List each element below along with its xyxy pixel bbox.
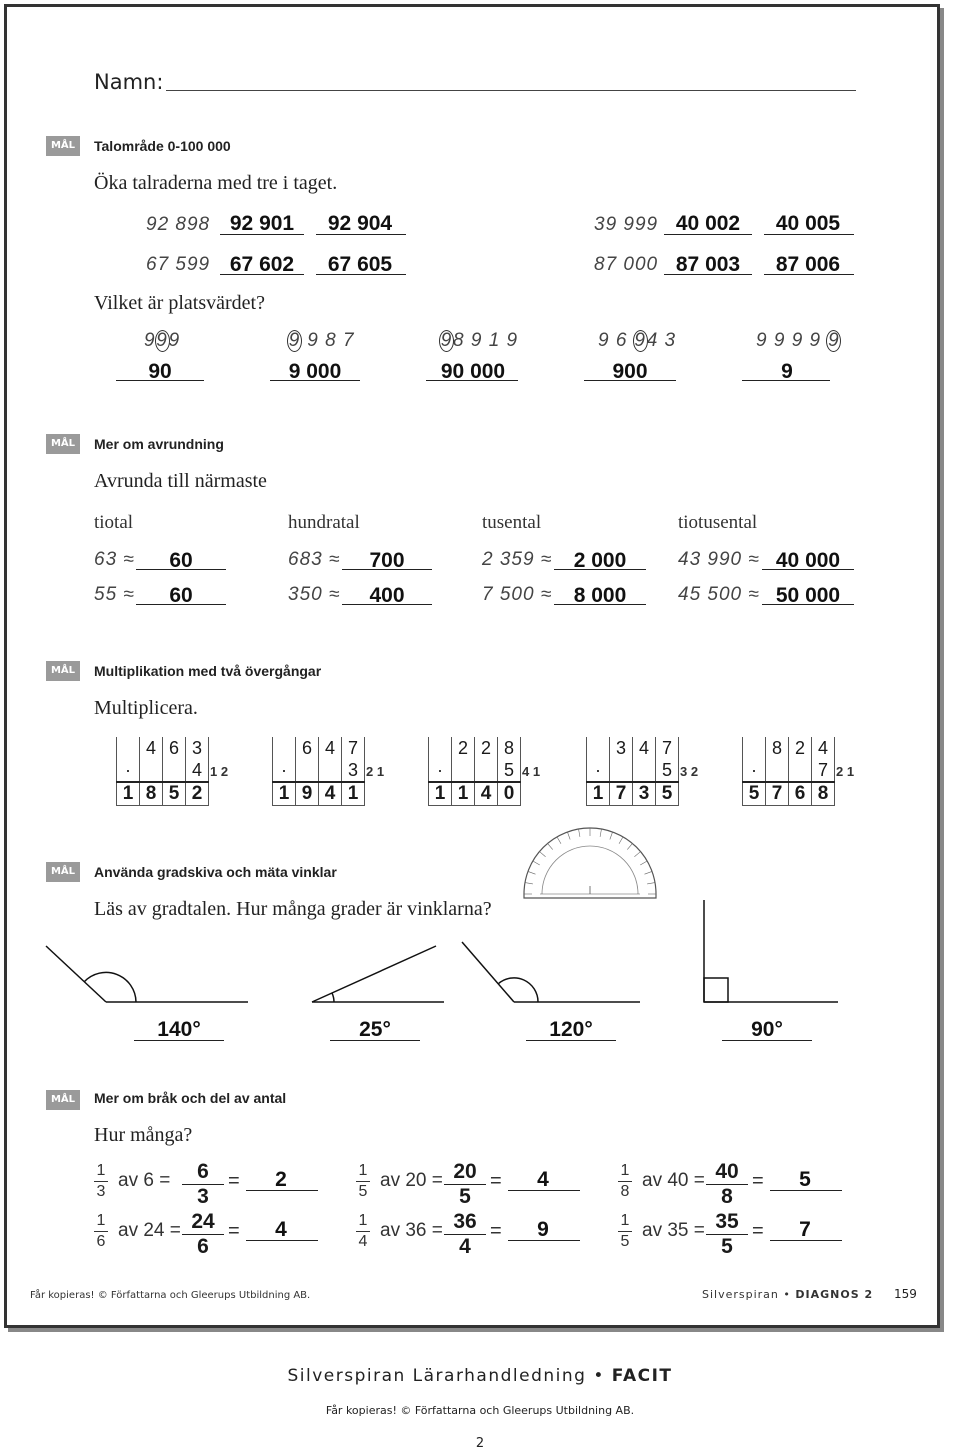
factor-digit: 4 <box>140 737 163 759</box>
answer-line <box>330 1040 420 1041</box>
result-digit: 8 <box>140 782 163 806</box>
multiplication-grid <box>742 737 835 806</box>
goal-title: Talområde 0-100 000 <box>94 138 231 154</box>
factor-digit <box>296 759 319 782</box>
multiplication-grid <box>272 737 365 806</box>
carry-digits: 2 1 <box>836 764 855 779</box>
carry-digits: 1 2 <box>210 764 229 779</box>
result-digit: 3 <box>633 782 656 806</box>
fraction-answer: 4 <box>275 1218 287 1241</box>
place-value-number: 9 9 9 9 9 <box>756 330 840 351</box>
answer-denominator: 4 <box>459 1235 471 1258</box>
result-digit: 1 <box>117 782 140 806</box>
answer-line <box>220 234 304 235</box>
instruction: Avrunda till närmaste <box>94 470 267 492</box>
result-digit: 8 <box>812 782 835 806</box>
factor-digit: 3 <box>186 737 209 759</box>
factor-digit: · <box>273 759 296 782</box>
equals-sign: = <box>490 1220 502 1242</box>
factor-digit <box>429 737 452 759</box>
answer-numerator: 35 <box>715 1210 739 1233</box>
sequence-start: 87 000 <box>594 254 659 275</box>
sequence-answer: 87 006 <box>775 253 841 276</box>
fraction-denominator: 4 <box>358 1233 368 1250</box>
result-digit: 7 <box>766 782 789 806</box>
name-label: Namn: <box>94 70 164 94</box>
answer-denominator: 3 <box>197 1185 209 1208</box>
factor-digit: 8 <box>766 737 789 759</box>
answer-line <box>526 1040 616 1041</box>
factor-digit <box>140 759 163 782</box>
answer-line <box>722 1040 812 1041</box>
factor-digit: 4 <box>319 737 342 759</box>
answer-denominator: 6 <box>197 1235 209 1258</box>
answer-denominator: 8 <box>721 1185 733 1208</box>
answer-line <box>664 234 752 235</box>
bottom-copyright: Får kopieras! © Författarna och Gleerups Utbildning AB. <box>325 1404 635 1417</box>
round-question: 7 500 ≈ <box>482 584 553 605</box>
factor-digit: · <box>429 759 452 782</box>
fraction-bar <box>94 1231 108 1232</box>
instruction: Multiplicera. <box>94 697 198 719</box>
goal-title: Mer om bråk och del av antal <box>94 1090 287 1106</box>
goal-badge: MÅL <box>46 434 80 454</box>
answer-line <box>664 274 752 275</box>
fraction-text: av 20 = <box>380 1170 443 1191</box>
round-answer: 50 000 <box>775 584 841 607</box>
sequence-start: 67 599 <box>146 254 211 275</box>
sequence-answer: 67 602 <box>229 253 295 276</box>
fraction-bar <box>618 1181 632 1182</box>
sequence-answer: 87 003 <box>675 253 741 276</box>
sequence-answer: 92 901 <box>229 212 295 235</box>
angle-120 <box>462 942 640 1002</box>
fraction-text: av 6 = <box>118 1170 171 1191</box>
round-question: 43 990 ≈ <box>678 549 760 570</box>
round-answer: 8 000 <box>573 584 627 607</box>
fraction-answer: 9 <box>537 1218 549 1241</box>
answer-line <box>426 380 518 381</box>
angle-25 <box>312 946 444 1002</box>
answer-line <box>116 380 204 381</box>
fraction-denominator: 5 <box>358 1183 368 1200</box>
fraction-answer: 2 <box>275 1168 287 1191</box>
factor-digit <box>789 759 812 782</box>
instruction: Hur många? <box>94 1124 193 1146</box>
answer-line <box>270 380 360 381</box>
answer-line <box>246 1190 318 1191</box>
sequence-answer: 40 002 <box>675 212 741 235</box>
angle-answer: 90° <box>751 1018 783 1041</box>
factor-digit <box>319 759 342 782</box>
goal-title: Mer om avrundning <box>94 436 224 452</box>
answer-numerator: 20 <box>453 1160 477 1183</box>
series-footer: Silverspiran • DIAGNOS 2 <box>702 1288 874 1301</box>
fraction-numerator: 1 <box>96 1212 106 1229</box>
fraction-answer: 7 <box>799 1218 811 1241</box>
factor-digit: 7 <box>656 737 679 759</box>
angle-figures <box>0 900 960 1010</box>
equals-sign: = <box>752 1170 764 1192</box>
unit-fraction <box>618 1212 632 1251</box>
place-value-number: 9 9 8 7 <box>288 330 355 351</box>
answer-fraction <box>444 1210 486 1259</box>
answer-line <box>342 604 432 605</box>
fraction-text: av 36 = <box>380 1220 443 1241</box>
factor-digit <box>633 759 656 782</box>
factor-digit <box>587 737 610 759</box>
answer-denominator: 5 <box>459 1185 471 1208</box>
answer-line <box>134 1040 224 1041</box>
answer-numerator: 40 <box>715 1160 739 1183</box>
fraction-answer: 5 <box>799 1168 811 1191</box>
answer-fraction <box>706 1210 748 1259</box>
unit-fraction <box>356 1212 370 1251</box>
fraction-text: av 24 = <box>118 1220 181 1241</box>
round-answer: 60 <box>169 549 193 572</box>
factor-digit: 2 <box>452 737 475 759</box>
round-question: 45 500 ≈ <box>678 584 760 605</box>
answer-line <box>762 604 854 605</box>
column-heading: tiotal <box>94 512 134 533</box>
result-digit: 1 <box>587 782 610 806</box>
sequence-start: 92 898 <box>146 214 211 235</box>
goal-title: Multiplikation med två övergångar <box>94 663 322 679</box>
round-answer: 700 <box>369 549 405 572</box>
round-answer: 60 <box>169 584 193 607</box>
factor-digit: 6 <box>296 737 319 759</box>
answer-line <box>770 1190 842 1191</box>
protractor-image <box>520 824 660 900</box>
factor-digit: 8 <box>498 737 521 759</box>
carry-digits: 4 1 <box>522 764 541 779</box>
result-digit: 1 <box>273 782 296 806</box>
round-question: 63 ≈ <box>94 549 135 570</box>
answer-line <box>316 234 406 235</box>
equals-sign: = <box>228 1170 240 1192</box>
angle-90 <box>704 900 838 1002</box>
factor-digit <box>117 737 140 759</box>
goal-badge: MÅL <box>46 862 80 882</box>
goal-badge: MÅL <box>46 136 80 156</box>
answer-fraction <box>706 1160 748 1209</box>
page-number: 159 <box>894 1287 917 1301</box>
sequence-start: 39 999 <box>594 214 659 235</box>
bottom-page-number: 2 <box>475 1436 485 1451</box>
result-digit: 4 <box>319 782 342 806</box>
fraction-denominator: 3 <box>96 1183 106 1200</box>
answer-fraction <box>182 1210 224 1259</box>
result-digit: 2 <box>186 782 209 806</box>
factor-digit <box>475 759 498 782</box>
fraction-denominator: 8 <box>620 1183 630 1200</box>
result-digit: 5 <box>163 782 186 806</box>
factor-digit: 7 <box>812 759 835 782</box>
angle-answer: 140° <box>157 1018 201 1041</box>
answer-line <box>742 380 830 381</box>
fraction-numerator: 1 <box>358 1162 368 1179</box>
factor-digit <box>610 759 633 782</box>
fraction-bar <box>356 1181 370 1182</box>
place-value-number: 9 6 94 3 <box>598 330 677 351</box>
answer-line <box>220 274 304 275</box>
equals-sign: = <box>490 1170 502 1192</box>
fraction-numerator: 1 <box>358 1212 368 1229</box>
factor-digit: · <box>743 759 766 782</box>
answer-line <box>770 1240 842 1241</box>
sequence-answer: 67 605 <box>327 253 393 276</box>
name-line <box>166 90 856 91</box>
answer-line <box>764 234 854 235</box>
result-digit: 5 <box>656 782 679 806</box>
place-value-answer: 90 <box>148 360 172 383</box>
round-answer: 2 000 <box>573 549 627 572</box>
answer-fraction <box>182 1160 224 1209</box>
result-digit: 5 <box>743 782 766 806</box>
unit-fraction <box>356 1162 370 1201</box>
factor-digit: 3 <box>610 737 633 759</box>
result-digit: 6 <box>789 782 812 806</box>
result-digit: 4 <box>475 782 498 806</box>
answer-line <box>342 569 432 570</box>
place-value-number: 98 9 1 9 <box>440 330 519 351</box>
answer-line <box>764 274 854 275</box>
column-heading: tusental <box>482 512 542 533</box>
answer-line <box>508 1240 580 1241</box>
place-value-number: 999 <box>144 330 181 351</box>
factor-digit: 5 <box>498 759 521 782</box>
answer-line <box>554 569 646 570</box>
fraction-bar <box>618 1231 632 1232</box>
factor-digit <box>452 759 475 782</box>
equals-sign: = <box>752 1220 764 1242</box>
unit-fraction <box>618 1162 632 1201</box>
place-value-answer: 90 000 <box>440 360 506 383</box>
fraction-numerator: 1 <box>96 1162 106 1179</box>
place-value-answer: 9 <box>781 360 793 383</box>
angle-answer: 120° <box>549 1018 593 1041</box>
multiplication-grid <box>428 737 521 806</box>
answer-line <box>508 1190 580 1191</box>
answer-line <box>762 569 854 570</box>
carry-digits: 3 2 <box>680 764 699 779</box>
answer-line <box>554 604 646 605</box>
round-answer: 40 000 <box>775 549 841 572</box>
fraction-text: av 40 = <box>642 1170 705 1191</box>
answer-line <box>584 380 676 381</box>
factor-digit: 4 <box>186 759 209 782</box>
answer-line <box>316 274 406 275</box>
round-question: 55 ≈ <box>94 584 135 605</box>
fraction-numerator: 1 <box>620 1162 630 1179</box>
copyright-notice: Får kopieras! © Författarna och Gleerups Utbildning AB. <box>30 1290 311 1301</box>
answer-fraction <box>444 1160 486 1209</box>
round-question: 350 ≈ <box>288 584 341 605</box>
unit-fraction <box>94 1212 108 1251</box>
place-value-question: Vilket är platsvärdet? <box>94 292 265 314</box>
fraction-numerator: 1 <box>620 1212 630 1229</box>
sequence-answer: 92 904 <box>327 212 393 235</box>
result-digit: 0 <box>498 782 521 806</box>
factor-digit: 4 <box>812 737 835 759</box>
result-digit: 1 <box>342 782 365 806</box>
answer-line <box>246 1240 318 1241</box>
answer-numerator: 24 <box>191 1210 215 1233</box>
round-answer: 400 <box>369 584 405 607</box>
sequence-answer: 40 005 <box>775 212 841 235</box>
carry-digits: 2 1 <box>366 764 385 779</box>
column-heading: tiotusental <box>678 512 758 533</box>
place-value-answer: 900 <box>612 360 648 383</box>
place-value-answer: 9 000 <box>288 360 342 383</box>
factor-digit <box>273 737 296 759</box>
answer-denominator: 5 <box>721 1235 733 1258</box>
answer-line <box>136 569 226 570</box>
factor-digit <box>743 737 766 759</box>
equals-sign: = <box>228 1220 240 1242</box>
fraction-text: av 35 = <box>642 1220 705 1241</box>
instruction: Läs av gradtalen. Hur många grader är vinklarna? <box>94 898 492 920</box>
unit-fraction <box>94 1162 108 1201</box>
book-title: Silverspiran Lärarhandledning • FACIT <box>287 1366 673 1386</box>
result-digit: 1 <box>452 782 475 806</box>
factor-digit: · <box>587 759 610 782</box>
fraction-answer: 4 <box>537 1168 549 1191</box>
fraction-denominator: 6 <box>96 1233 106 1250</box>
factor-digit: 2 <box>789 737 812 759</box>
factor-digit: 7 <box>342 737 365 759</box>
factor-digit <box>163 759 186 782</box>
answer-line <box>136 604 226 605</box>
factor-digit: · <box>117 759 140 782</box>
result-digit: 1 <box>429 782 452 806</box>
factor-digit: 4 <box>633 737 656 759</box>
multiplication-grid <box>586 737 679 806</box>
round-question: 683 ≈ <box>288 549 341 570</box>
angle-140 <box>46 946 248 1002</box>
round-question: 2 359 ≈ <box>482 549 553 570</box>
goal-badge: MÅL <box>46 661 80 681</box>
answer-numerator: 6 <box>197 1160 209 1183</box>
factor-digit: 2 <box>475 737 498 759</box>
factor-digit: 6 <box>163 737 186 759</box>
instruction: Öka talraderna med tre i taget. <box>94 172 338 194</box>
multiplication-grid <box>116 737 209 806</box>
factor-digit: 3 <box>342 759 365 782</box>
fraction-bar <box>94 1181 108 1182</box>
result-digit: 9 <box>296 782 319 806</box>
factor-digit <box>766 759 789 782</box>
fraction-denominator: 5 <box>620 1233 630 1250</box>
result-digit: 7 <box>610 782 633 806</box>
goal-badge: MÅL <box>46 1090 80 1110</box>
goal-title: Använda gradskiva och mäta vinklar <box>94 864 337 880</box>
column-heading: hundratal <box>288 512 360 533</box>
angle-answer: 25° <box>359 1018 391 1041</box>
fraction-bar <box>356 1231 370 1232</box>
answer-numerator: 36 <box>453 1210 477 1233</box>
factor-digit: 5 <box>656 759 679 782</box>
